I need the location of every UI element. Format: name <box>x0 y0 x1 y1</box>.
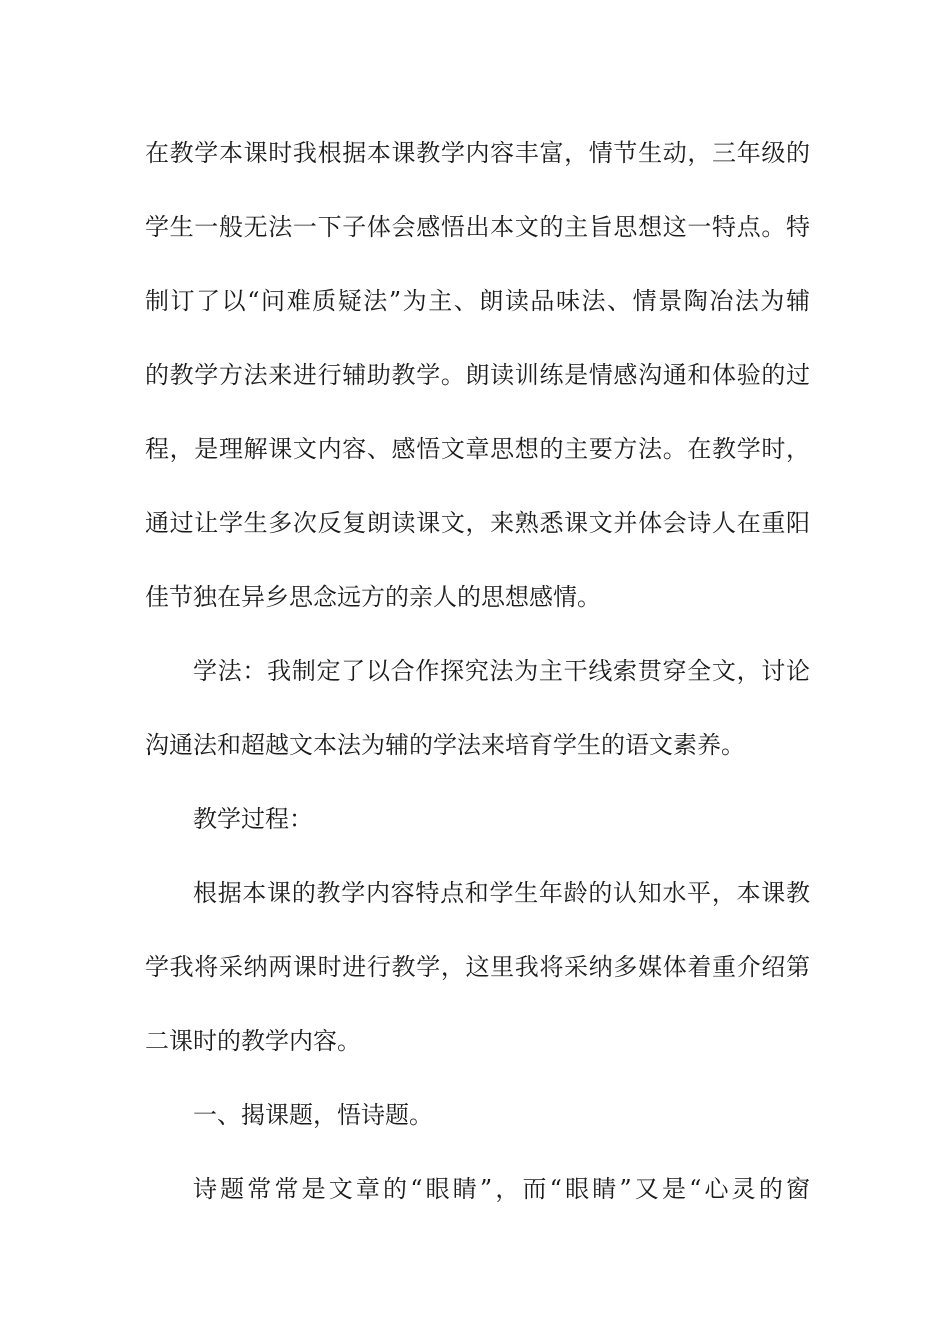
text-line-7: 佳节独在异乡思念远方的亲人的思想感情。 <box>145 583 601 611</box>
text-line-8: 学法：我制定了以合作探究法为主干线索贯穿全文，讨论 <box>193 657 810 685</box>
text-line-3: 制订了以“问难质疑法”为主、朗读品味法、情景陶冶法为辅 <box>145 287 810 315</box>
section-heading-1: 一、揭课题，悟诗题。 <box>193 1101 433 1129</box>
text-line-4: 的教学方法来进行辅助教学。朗读训练是情感沟通和体验的过 <box>145 361 810 389</box>
text-line-5: 程，是理解课文内容、感悟文章思想的主要方法。在教学时， <box>145 435 810 463</box>
text-line-1: 在教学本课时我根据本课教学内容丰富，情节生动，三年级的 <box>145 139 810 167</box>
text-line-6: 通过让学生多次反复朗读课文，来熟悉课文并体会诗人在重阳 <box>145 509 810 537</box>
section-heading-teaching-process: 教学过程： <box>193 805 313 833</box>
text-line-15: 诗题常常是文章的“眼睛”，而“眼睛”又是“心灵的窗 <box>193 1175 810 1203</box>
text-line-11: 根据本课的教学内容特点和学生年龄的认知水平，本课教 <box>193 879 810 907</box>
text-line-12: 学我将采纳两课时进行教学，这里我将采纳多媒体着重介绍第 <box>145 953 810 981</box>
text-line-9: 沟通法和超越文本法为辅的学法来培育学生的语文素养。 <box>145 731 745 759</box>
text-line-2: 学生一般无法一下子体会感悟出本文的主旨思想这一特点。特 <box>145 213 810 241</box>
text-line-13: 二课时的教学内容。 <box>145 1027 361 1055</box>
